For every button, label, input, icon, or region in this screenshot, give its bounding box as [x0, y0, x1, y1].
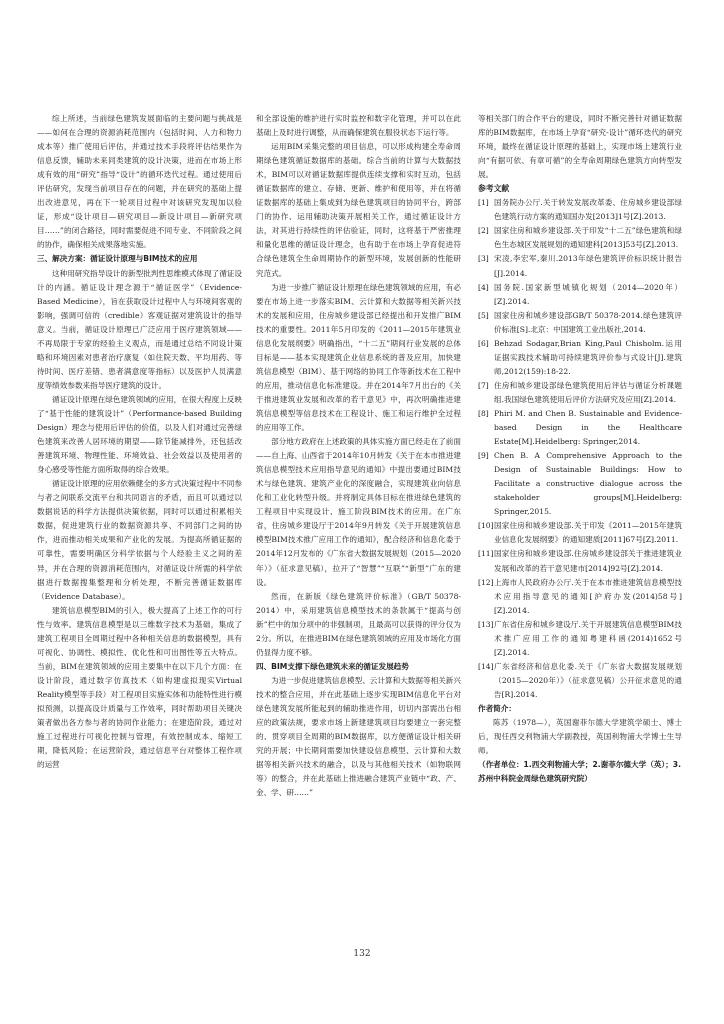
- reference-text: Phiri M. and Chen B. Sustainable and Evidence-based Design in the Healthcare Estate[M].Heidelberg: Springer,2014.: [494, 408, 682, 447]
- reference-number: [2]: [478, 226, 489, 236]
- reference-text: Chen B. A Comprehensive Approach to the Design of Sustainable Buildings: How to Facilitate a constructive dialogue across the stakeholder groups[M].Heidelberg: Springer,2015.: [494, 451, 682, 517]
- reference-text: 上海市人民政府办公厅.关于在本市推进建筑信息模型技术应用指导意见的通知[沪府办发(2014)58号][Z].2014.: [494, 577, 682, 615]
- reference-text: 国务院办公厅.关于转发发展改革委、住房城乡建设部绿色建筑行动方案的通知国办发[2013]1号[Z].2013.: [494, 198, 682, 222]
- paragraph: 这种用研究指导设计的新型批判性思维模式体现了循证设计的内涵。循证设计理念源于“循证医学”（Evidence-Based Medicine），旨在获取设计过程中人与环境间客观的影响，强调可信的（credible）客观证据对建筑设计的指导意义。当前，循证设计原理已广泛应用于医疗建筑领域——不再局限于专家的经验主义观点，而是通过总结不同设计策略和环境因素对患者治疗康复（如住院天数、平均用药、等待时间、医疗差错、患者满意度等指标）以及医护人员满意度等绩效参数来指导医疗建筑的设计。: [37, 268, 242, 390]
- paragraph: 建筑信息模型BIM的引入，极大提高了上述工作的可行性与效率。建筑信息模型是以三维数字技术为基础，集成了建筑工程项目全周期过程中各种相关信息的数据模型，具有可视化、协调性、模拟性、优化性和可出图性等五大特点。当前，BIM在建筑领域的应用主要集中在以下几个方面：在设计阶段，通过数字仿真技术（如构建虚拟现实Virtual Reality模型等手段）对工程项目实施实体和功能特性进行模拟预测，以提高设计质量与工作效率，同时帮助项目关键决策者做出各方参与者的协同作业能力；在建造阶段，通过对施工过程进行可视化控制与管理，有效控制成本、缩短工期，降低风险；在运营阶段，通过信息平台对整体工程作项的运营: [37, 605, 242, 770]
- references-heading: 参考文献: [478, 184, 510, 194]
- reference-text: 国家住房和城乡建设部.关于印发“十二五”绿色建筑和绿色生态城区发展规划的通知建科[2013]53号[Z].2013.: [494, 226, 682, 250]
- reference-text: 住房和城乡建设部绿色建筑使用后评估与循证分析课题组.我国绿色建筑使用后评价方法研究及应用[Z].2014.: [494, 380, 682, 404]
- reference-item: [478, 576, 682, 618]
- reference-item: [478, 618, 682, 660]
- reference-number: [9]: [478, 451, 489, 461]
- paragraph: 然而，在新版《绿色建筑评价标准》（GB/T 50378-2014）中，采用建筑信息模型技术的条款属于“提高与创新”栏中的加分项中的非强制项，且最高可以获得的评分仅为2分。所以，在推进BIM在绿色建筑领域的应用及市场化方面仍显得力度不够。: [256, 591, 461, 657]
- author-units: （作者单位：1.西交利物浦大学；2.谢菲尔德大学（英）；3.苏州中科院金周绿色建筑研究院）: [478, 760, 681, 784]
- reference-number: [13]: [478, 619, 494, 629]
- section-heading: 三、解决方案：循证设计原理与BIM技术的应用: [37, 254, 198, 264]
- reference-number: [7]: [478, 380, 489, 390]
- paragraph: 为进一步促进建筑信息模型、云计算和大数据等相关新兴技术的整合应用，并在此基础上逐步实现BIM信息化平台对绿色建筑发展所能起到的辅助推进作用，切切内部需出台相应的政策法规，要求市场上新建建筑项目均要建立一套完整的、贯穿项目全周期的BIM数据库，以方便循证设计相关研究的开展；中长期间需要加快建设信息模型、云计算和大数据等相关新兴技术的融合，以及与其他相关技术（如物联网等）的整合，并在此基础上推进融合建筑产业链中“政、产、金、学、研……”: [256, 675, 461, 798]
- reference-list: [478, 196, 682, 702]
- reference-number: [8]: [478, 408, 489, 418]
- reference-text: 国家住房和城乡建设部GB/T 50378-2014.绿色建筑评价标准[S].北京：中国建筑工业出版社,2014.: [494, 310, 682, 334]
- paragraph: 和全部设施的维护进行实时监控和数字化管理，并可以在此基础上及时进行调整，从而确保建筑在服役状态下运行等。: [256, 114, 461, 138]
- paragraph: 循证设计原理在绿色建筑领域的应用，在很大程度上反映了“基于性能的建筑设计”（Performance-based Building Design）理念与使用后评估的价值，以及人们对通过完善绿色建筑来改善人居环境的期望——除节能减排外，还包括改善建筑环境、物理性能、环境效益、社会效益以及使用者的身心感受等性能方面所取得的综合效果。: [37, 394, 242, 475]
- reference-item: [478, 660, 682, 702]
- reference-item: [478, 547, 682, 575]
- paragraph: 运用BIM采集完整的项目信息，可以形成构建全寿命周期绿色建筑循证数据库的基础。综合当前的计算与大数据技术，BIM可以对循证数据库提供连续支撑和实时互动，包括循证数据库的建立、存储、更新、维护和使用等，并在将循证数据库的基础上集成到为绿色建筑项目的协同平台，跨部门的协作、运用辅助决策开展相关工作，通过循证设计方法，对其进行持续性的评估验证，同时，这将基于严密推理和量化思维的循证设计理念，也有助于在市场上孕育促进符合绿色建筑全生命周期协作的新型环境，发展创新的性能研究范式。: [256, 142, 461, 278]
- author-heading: 作者简介：: [478, 703, 516, 713]
- reference-number: [10]: [478, 521, 494, 531]
- reference-item: [478, 337, 682, 379]
- reference-item: [478, 252, 682, 280]
- paragraph: 为进一步推广循证设计原理在绿色建筑领域的应用，有必要在市场上进一步落实BIM、云计算和大数据等相关新兴技术的发展和应用，住房城乡建设部已经提出和开发推广BIM技术的重要性。2011年5月印发的《2011—2015年建筑业信息化发展纲要》明确指出，“十二五”期间行业发展的总体目标是——基本实现建筑企业信息系统的普及应用，加快建筑信息模型（BIM）、基于网络的协同工作等新技术在工程中的应用，推动信息化标准建设。并在2014年7月出台的《关于推进建筑业发展和改革的若干意见》中，再次明确推进建筑信息模型等信息技术在工程设计、施工和运行维护全过程的应用等工作。: [256, 282, 461, 433]
- reference-item: [478, 449, 682, 519]
- paragraph: 循证设计原理的应用依赖健全的多方式决策过程中不同参与者之间联系交流平台和共同语言的矛盾，而且可以通过以数据说话的科学方法提供决策依据，同时可以通过积累相关数据，促进建筑行业的数据资源共享、不同部门之间的协作，进而推动相关成果和产业化的发展。为提高所循证据的可靠性，需要明确区分科学依据与个人经验主义之间的差异，并在合理的资源消耗范围内，对循证设计所需的科学依据进行数据搜集整理和分析处理，不断完善循证数据库（Evidence Database）。: [37, 479, 242, 601]
- reference-number: [4]: [478, 282, 489, 292]
- reference-number: [11]: [478, 549, 494, 559]
- reference-text: 国家住房和城乡建设部.关于印发《2011—2015年建筑业信息化发展纲要》的通知建质[2011]67号[Z].2011.: [494, 521, 682, 545]
- column-2: [256, 112, 461, 800]
- reference-number: [5]: [478, 310, 489, 320]
- reference-item: [478, 379, 682, 407]
- paragraph: 等相关部门的合作平台的建设，同时不断完善针对循证数据库的BIM数据库，在市场上孕育“研究-设计”循环迭代的研究环境，最终在循证设计原理的基础上，实现市场上建筑行业向“有据可依、有章可循”的全寿命周期绿色建筑方向转型发展。: [478, 114, 682, 180]
- paragraph: 综上所述，当前绿色建筑发展面临的主要问题与挑战是——如何在合理的资源消耗范围内（包括时间、人力和物力成本等）推广使用后评估，并通过技术手段将评估结果作为信息反馈，辅助未来同类建筑的设计决策，进而在市场上形成有效的用“研究”指导“设计”的循环迭代过程。通过使用后评估研究，发现当前项目存在的问题，并在研究的基础上提出改进意见，再在下一轮项目过程中对该研究发现加以验证，形成“设计项目—研究项目—新设计项目—新研究项目……”的闭合路径，同时需要促进不同专业、不同阶段之间的协作，确保相关成果落地实施。: [37, 114, 242, 250]
- paragraph: 部分地方政府在上述政策的具体实施方面已经走在了前面——自上海、山西省于2014年10月转发《关于在本市推进建筑信息模型技术应用指导意见的通知》中提出要通过BIM技术与绿色建筑、建筑产业化的深度融合，实现建筑业向信息化和工业化转型升级。并将制定具体目标在推进绿色建筑的工程项目中实现设计、施工阶段BIM技术的应用。在广东省，住房城乡建设厅于2014年9月转发《关于开展建筑信息模型BIM技术推广应用工作的通知》，配合经济和信息化委于2014年12月发布的《广东省大数据发展规划（2015—2020年）》（征求意见稿），拉开了“智慧”“互联”“新型”广东的建设。: [256, 437, 461, 587]
- section-heading: 四、BIM支撑下绿色建筑未来的循证发展趋势: [256, 661, 409, 671]
- reference-item: [478, 407, 682, 449]
- column-3: [478, 112, 682, 786]
- reference-number: [14]: [478, 661, 494, 671]
- reference-text: 宋凌,李宏军,秦川.2013年绿色建筑评价标识统计报告[J].2014.: [494, 254, 682, 278]
- reference-text: 国务院.国家新型城镇化规划（2014—2020年）[Z].2014.: [494, 282, 682, 306]
- reference-item: [478, 196, 682, 224]
- author-bio: 陈苏（1978—），英国谢菲尔德大学建筑学硕士、博士后，现任西交利物浦大学副教授，英国利物浦大学博士生导师。: [478, 718, 682, 756]
- reference-number: [3]: [478, 254, 489, 264]
- column-1: [37, 112, 242, 772]
- reference-text: 国家住房和城乡建设部.住房城乡建设部关于推进建筑业发展和改革的若干意见建市[2014]92号[Z].2014.: [494, 549, 682, 573]
- reference-item: [478, 309, 682, 337]
- reference-number: [12]: [478, 577, 494, 587]
- reference-item: [478, 519, 682, 547]
- reference-text: Behzad Sodagar,Brian King,Paul Chisholm.运用证据实践技术辅助可持续建筑评价参与式设计[J].建筑师,2012(159):18-22.: [494, 338, 682, 376]
- reference-number: [1]: [478, 198, 489, 208]
- reference-item: [478, 281, 682, 309]
- reference-number: [6]: [478, 338, 489, 348]
- reference-text: 广东省住房和城乡建设厅.关于开展建筑信息模型BIM技术推广应用工作的通知粤建科函(2014)1652号[Z].2014.: [494, 619, 682, 657]
- page-number: 132: [353, 949, 371, 959]
- reference-item: [478, 224, 682, 252]
- reference-text: 广东省经济和信息化委.关于《广东省大数据发展规划（2015—2020年）》（征求意见稿）公开征求意见的通告[R].2014.: [494, 661, 682, 699]
